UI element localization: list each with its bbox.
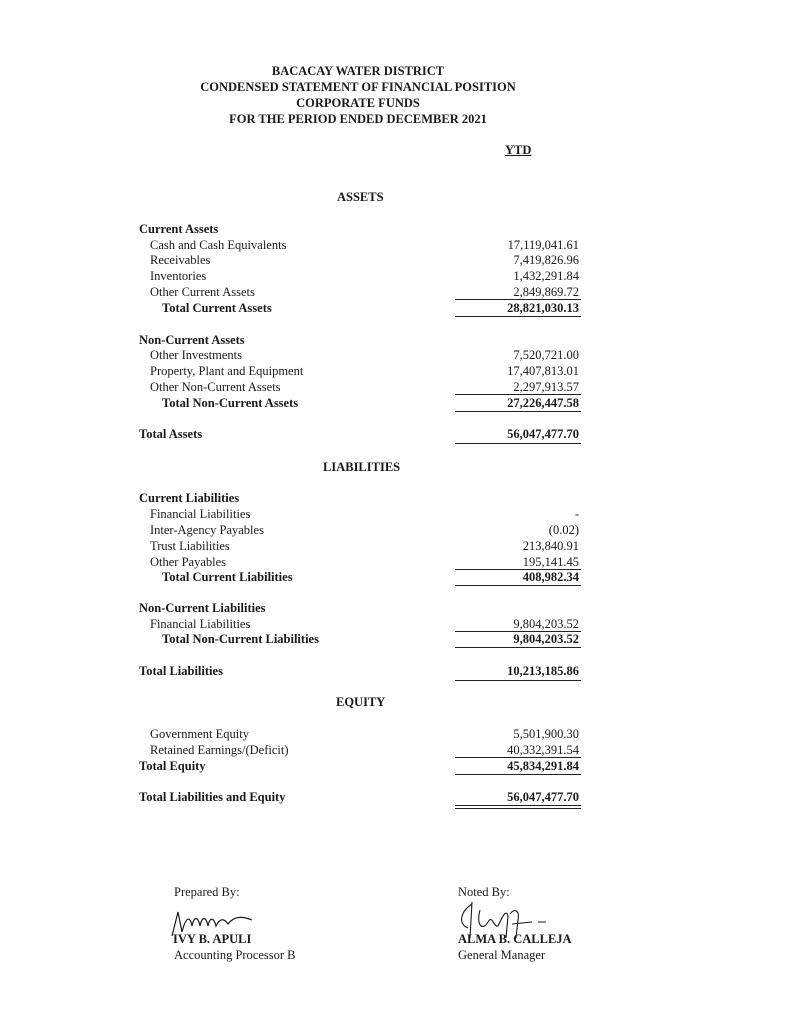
- total-equity-amount: 45,834,291.84: [507, 759, 579, 773]
- line-item-label: Other Investments: [150, 348, 242, 362]
- line-item-label: Trust Liabilities: [150, 539, 230, 553]
- line-item-amount: 7,520,721.00: [513, 348, 579, 362]
- line-item-label: Inter-Agency Payables: [150, 523, 264, 537]
- total-liabilities-label: Total Liabilities: [139, 664, 223, 678]
- subtotal-amount: 28,821,030.13: [507, 301, 579, 315]
- line-item-amount: 2,849,869.72: [513, 285, 579, 299]
- noncurrent-assets-heading: Non-Current Assets: [139, 333, 245, 347]
- period-line: FOR THE PERIOD ENDED DECEMBER 2021: [229, 112, 487, 126]
- prepared-by-name: IVY B. APULI: [173, 932, 252, 946]
- subtotal-label: Total Non-Current Liabilities: [162, 632, 319, 646]
- line-item-label: Other Non-Current Assets: [150, 380, 281, 394]
- line-item-amount: 213,840.91: [522, 539, 579, 553]
- subtotal-label: Total Non-Current Assets: [162, 396, 299, 410]
- noted-by-position: General Manager: [458, 948, 546, 962]
- total-liabilities-equity-amount: 56,047,477.70: [507, 790, 579, 804]
- current-liabilities-heading: Current Liabilities: [139, 491, 240, 505]
- line-item-amount: 195,141.45: [522, 555, 579, 569]
- subtotal-amount: 27,226,447.58: [507, 396, 579, 410]
- total-equity-label: Total Equity: [139, 759, 206, 773]
- subtotal-rule: [455, 585, 581, 586]
- line-item-amount: 7,419,826.96: [513, 253, 579, 267]
- total-rule: [455, 680, 581, 681]
- line-item-label: Other Payables: [150, 555, 227, 569]
- liabilities-section-heading: LIABILITIES: [323, 460, 401, 474]
- line-item-amount: -: [574, 507, 579, 521]
- subtotal-rule: [455, 316, 581, 317]
- total-liabilities-amount: 10,213,185.86: [507, 664, 579, 678]
- line-item-amount: 2,297,913.57: [513, 380, 579, 394]
- grand-total-double-rule: [455, 808, 581, 809]
- total-liabilities-equity-label: Total Liabilities and Equity: [139, 790, 286, 804]
- subtotal-rule: [455, 647, 581, 648]
- line-item-amount: 9,804,203.52: [513, 617, 579, 631]
- line-item-amount: 40,332,391.54: [507, 743, 579, 757]
- subtotal-rule: [455, 394, 581, 395]
- total-assets-amount: 56,047,477.70: [507, 427, 579, 441]
- line-item-amount: 17,407,813.01: [507, 364, 579, 378]
- subtotal-rule: [455, 411, 581, 412]
- line-item-amount: 17,119,041.61: [507, 238, 579, 252]
- prepared-by-position: Accounting Processor B: [174, 948, 296, 962]
- subtotal-label: Total Current Liabilities: [162, 570, 293, 584]
- subtotal-amount: 9,804,203.52: [513, 632, 579, 646]
- line-item-label: Property, Plant and Equipment: [150, 364, 304, 378]
- prepared-by-caption: Prepared By:: [174, 885, 240, 899]
- line-item-amount: 5,501,900.30: [513, 727, 579, 741]
- subtotal-rule: [455, 774, 581, 775]
- line-item-label: Cash and Cash Equivalents: [150, 238, 287, 252]
- line-item-label: Other Current Assets: [150, 285, 255, 299]
- noted-by-name: ALMA B. CALLEJA: [458, 932, 572, 946]
- statement-title: CONDENSED STATEMENT OF FINANCIAL POSITION: [200, 80, 516, 94]
- subtotal-rule: [455, 757, 581, 758]
- total-assets-label: Total Assets: [139, 427, 203, 441]
- subtotal-rule: [455, 299, 581, 300]
- line-item-label: Receivables: [150, 253, 211, 267]
- subtotal-label: Total Current Assets: [162, 301, 272, 315]
- district-name: BACACAY WATER DISTRICT: [271, 64, 445, 78]
- current-assets-heading: Current Assets: [139, 222, 219, 236]
- line-item-label: Government Equity: [150, 727, 249, 741]
- fund-name: CORPORATE FUNDS: [296, 96, 420, 110]
- line-item-label: Financial Liabilities: [150, 507, 251, 521]
- line-item-label: Retained Earnings/(Deficit): [150, 743, 289, 757]
- equity-section-heading: EQUITY: [336, 695, 386, 709]
- ytd-column-header: YTD: [505, 143, 532, 157]
- noncurrent-liabilities-heading: Non-Current Liabilities: [139, 601, 266, 615]
- noted-by-caption: Noted By:: [458, 885, 510, 899]
- line-item-label: Financial Liabilities: [150, 617, 251, 631]
- subtotal-amount: 408,982.34: [522, 570, 579, 584]
- grand-total-rule: [455, 805, 581, 806]
- total-rule: [455, 443, 581, 444]
- line-item-label: Inventories: [150, 269, 207, 283]
- line-item-amount: 1,432,291.84: [513, 269, 579, 283]
- line-item-amount: (0.02): [548, 523, 579, 537]
- assets-section-heading: ASSETS: [337, 190, 384, 204]
